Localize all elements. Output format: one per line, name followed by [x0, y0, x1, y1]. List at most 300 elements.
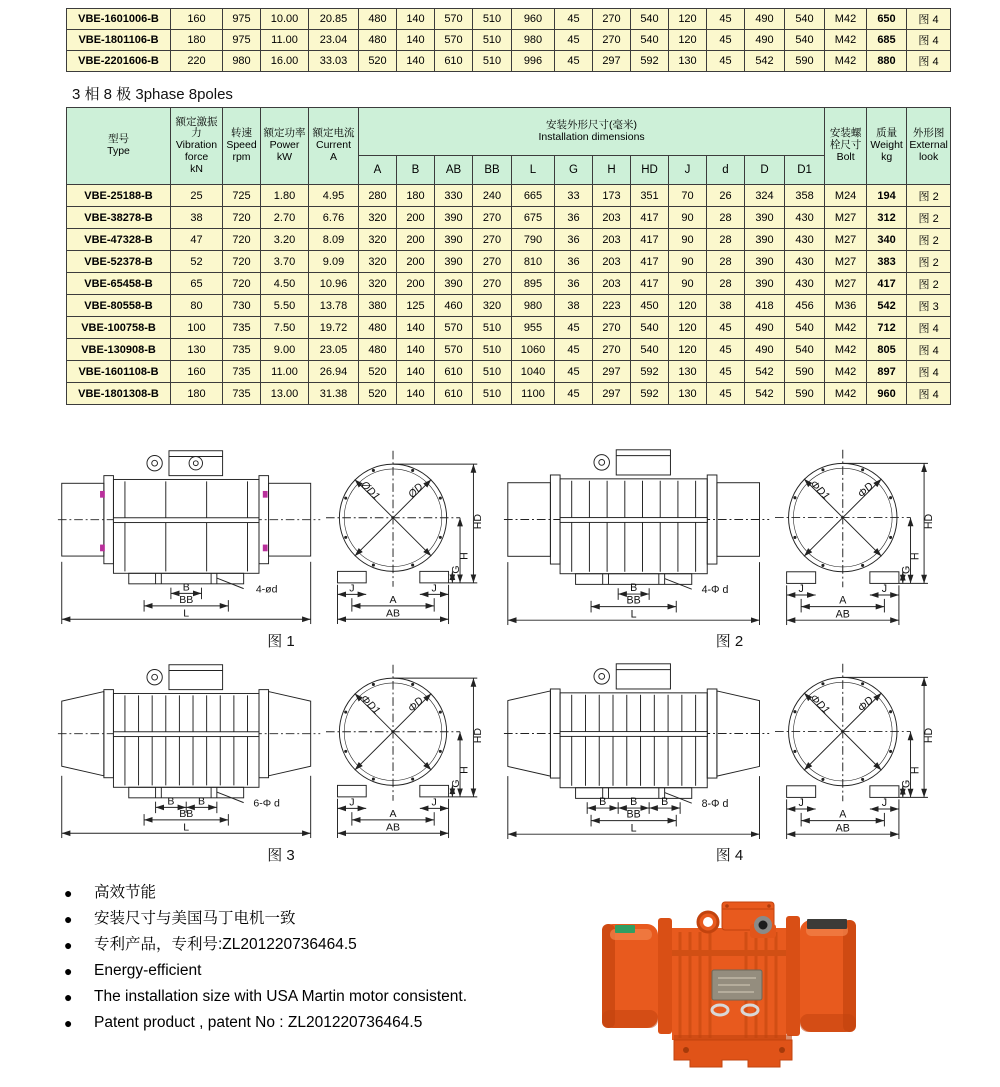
cell: 20.85 [309, 9, 359, 30]
header-en: External look [909, 139, 948, 163]
cell: 610 [435, 361, 473, 383]
cell: M42 [825, 383, 867, 405]
cell: 358 [785, 185, 825, 207]
svg-text:G: G [450, 565, 463, 574]
cell: 330 [435, 185, 473, 207]
cell: 270 [473, 273, 512, 295]
cell: 11.00 [261, 361, 309, 383]
figure-3-caption: 图 3 [267, 847, 295, 864]
cell: 140 [397, 51, 435, 72]
header-zh: 安装螺栓尺寸 [829, 127, 862, 152]
table-row [67, 207, 951, 229]
cell: 45 [707, 361, 745, 383]
cell: VBE-1801308-B [67, 383, 171, 405]
svg-text:BB: BB [179, 807, 194, 820]
cell: 540 [785, 339, 825, 361]
cell: 542 [745, 51, 785, 72]
svg-text:H: H [909, 552, 922, 561]
table-row [67, 339, 951, 361]
header-row-group [67, 108, 951, 156]
svg-text:H: H [458, 552, 471, 560]
cell: 13.00 [261, 383, 309, 405]
cell: 45 [707, 30, 745, 51]
figure-2-caption: 图 2 [715, 633, 744, 650]
cell: 45 [555, 51, 593, 72]
svg-text:HD: HD [472, 727, 485, 744]
cell: 456 [785, 295, 825, 317]
cell: 120 [669, 317, 707, 339]
header-unit: kg [881, 150, 893, 163]
cell: 430 [785, 273, 825, 295]
cell: 790 [512, 229, 555, 251]
col-header-speed [223, 108, 261, 185]
cell: 480 [359, 30, 397, 51]
cell: 897 [867, 361, 907, 383]
svg-text:G: G [900, 779, 913, 788]
cell: 712 [867, 317, 907, 339]
cell: 542 [745, 383, 785, 405]
cell: 28 [707, 273, 745, 295]
header-unit: kN [190, 162, 203, 175]
svg-text:ØD1: ØD1 [358, 478, 383, 503]
svg-text:ΦD: ΦD [405, 694, 426, 715]
cell: VBE-1601006-B [67, 9, 171, 30]
cell: 45 [707, 9, 745, 30]
cell: 4.95 [309, 185, 359, 207]
cell: 270 [593, 9, 631, 30]
cell: 120 [669, 9, 707, 30]
cell: 16.00 [261, 51, 309, 72]
svg-text:L: L [630, 822, 637, 835]
cell: 720 [223, 251, 261, 273]
product-photo [600, 892, 858, 1074]
cell: VBE-38278-B [67, 207, 171, 229]
svg-text:HD: HD [922, 727, 935, 744]
feature-item: ● 安装尺寸与美国马丁电机一致 [64, 910, 496, 929]
cell: 592 [631, 51, 669, 72]
cell: 665 [512, 185, 555, 207]
figure-1-drawing [56, 440, 506, 651]
cell: 390 [745, 273, 785, 295]
cell: 510 [473, 51, 512, 72]
cell: 460 [435, 295, 473, 317]
cell: M27 [825, 229, 867, 251]
svg-text:ΦD1: ΦD1 [807, 478, 832, 503]
cell: 140 [397, 9, 435, 30]
cell: 图 2 [907, 207, 951, 229]
cell: 390 [745, 251, 785, 273]
cell: 960 [512, 9, 555, 30]
cell: 320 [359, 207, 397, 229]
cell: 11.00 [261, 30, 309, 51]
cell: 100 [171, 317, 223, 339]
cell: 351 [631, 185, 669, 207]
cell: 203 [593, 273, 631, 295]
svg-text:A: A [839, 808, 847, 821]
cell: 140 [397, 339, 435, 361]
figure-1-caption: 图 1 [267, 633, 295, 650]
cell: 1040 [512, 361, 555, 383]
cell: 805 [867, 339, 907, 361]
svg-text:A: A [389, 807, 397, 820]
dim-col: D1 [785, 156, 825, 185]
section-title: 3 相 8 极 3phase 8poles [72, 86, 233, 103]
svg-text:L: L [630, 608, 637, 621]
feature-item: ● 高效节能 [64, 884, 496, 903]
cell: 203 [593, 207, 631, 229]
cell: 520 [359, 51, 397, 72]
cell: 540 [631, 30, 669, 51]
motor-outline-diagram [56, 440, 506, 630]
cell: 380 [359, 295, 397, 317]
col-header-external-look [907, 108, 951, 185]
cell: 592 [631, 383, 669, 405]
header-en: Speed [226, 139, 257, 152]
cell: 140 [397, 30, 435, 51]
cell: 270 [593, 339, 631, 361]
cell: 52 [171, 251, 223, 273]
svg-text:8-Φ d: 8-Φ d [701, 798, 729, 811]
feature-item: ● The installation size with USA Martin motor consistent. [64, 988, 496, 1007]
cell: 130 [669, 51, 707, 72]
cell: 720 [223, 229, 261, 251]
cell: 390 [435, 207, 473, 229]
cell: 510 [473, 361, 512, 383]
cell: 33.03 [309, 51, 359, 72]
svg-text:J: J [349, 796, 355, 809]
cell: 33 [555, 185, 593, 207]
cell: 25 [171, 185, 223, 207]
svg-text:G: G [450, 779, 463, 788]
cell: 图 4 [907, 361, 951, 383]
svg-text:AB: AB [386, 607, 401, 620]
header-zh: 安装外形尺寸(毫米) [546, 118, 638, 131]
cell: 610 [435, 51, 473, 72]
cell: 45 [707, 317, 745, 339]
header-en: Vibration force [175, 139, 218, 163]
svg-text:H: H [909, 766, 922, 775]
cell: 3.20 [261, 229, 309, 251]
cell: M36 [825, 295, 867, 317]
svg-text:6-Φ d: 6-Φ d [253, 797, 280, 810]
cell: 图 4 [907, 30, 951, 51]
cell: 540 [631, 339, 669, 361]
col-header-bolt [825, 108, 867, 185]
dim-col: A [359, 156, 397, 185]
svg-text:AB: AB [386, 821, 401, 834]
svg-text:B: B [630, 796, 638, 809]
cell: 490 [745, 317, 785, 339]
cell: 120 [669, 30, 707, 51]
header-en: Current [315, 139, 351, 152]
cell: 36 [555, 251, 593, 273]
col-header-current [309, 108, 359, 185]
cell: 270 [473, 207, 512, 229]
cell: 180 [171, 30, 223, 51]
cell: 312 [867, 207, 907, 229]
cell: 297 [593, 383, 631, 405]
cell: 3.70 [261, 251, 309, 273]
cell: M42 [825, 9, 867, 30]
cell: 980 [512, 30, 555, 51]
spec-table-continued [66, 8, 951, 72]
cell: 200 [397, 251, 435, 273]
cell: 417 [631, 251, 669, 273]
cell: M24 [825, 185, 867, 207]
cell: 28 [707, 229, 745, 251]
cell: 390 [435, 251, 473, 273]
cell: 图 2 [907, 185, 951, 207]
cell: 390 [435, 229, 473, 251]
cell: 45 [555, 339, 593, 361]
cell: 650 [867, 9, 907, 30]
svg-text:B: B [182, 581, 190, 594]
cell: 430 [785, 251, 825, 273]
cell: VBE-25188-B [67, 185, 171, 207]
cell: 45 [555, 30, 593, 51]
cell: 490 [745, 30, 785, 51]
cell: 130 [171, 339, 223, 361]
cell: 540 [631, 317, 669, 339]
cell: 570 [435, 30, 473, 51]
cell: M42 [825, 30, 867, 51]
svg-text:ΦD1: ΦD1 [358, 692, 383, 717]
cell: 38 [171, 207, 223, 229]
header-zh: 额定电流 [312, 127, 355, 140]
svg-text:J: J [881, 797, 888, 810]
cell: 280 [359, 185, 397, 207]
cell: 570 [435, 339, 473, 361]
cell: M27 [825, 251, 867, 273]
svg-text:J: J [798, 583, 804, 596]
header-zh: 外形图 [912, 127, 945, 140]
cell: 1.80 [261, 185, 309, 207]
figure-2-drawing [502, 440, 957, 651]
cell: 320 [473, 295, 512, 317]
svg-text:L: L [183, 821, 190, 834]
cell: 45 [707, 383, 745, 405]
cell: 5.50 [261, 295, 309, 317]
svg-text:ØD: ØD [405, 480, 426, 501]
cell: 90 [669, 207, 707, 229]
cell: 160 [171, 9, 223, 30]
cell: 140 [397, 361, 435, 383]
cell: 730 [223, 295, 261, 317]
cell: 70 [669, 185, 707, 207]
header-unit: kW [276, 150, 293, 163]
svg-text:J: J [349, 582, 355, 595]
cell: 542 [745, 361, 785, 383]
cell: 38 [707, 295, 745, 317]
svg-text:AB: AB [835, 822, 850, 835]
cell: 520 [359, 361, 397, 383]
cell: 90 [669, 229, 707, 251]
col-header-force [171, 108, 223, 185]
cell: 36 [555, 207, 593, 229]
cell: 590 [785, 361, 825, 383]
cell: 675 [512, 207, 555, 229]
cell: 540 [785, 30, 825, 51]
cell: 125 [397, 295, 435, 317]
cell: 173 [593, 185, 631, 207]
cell: 320 [359, 251, 397, 273]
table-row [67, 51, 951, 72]
cell: 9.09 [309, 251, 359, 273]
cell: 200 [397, 229, 435, 251]
cell: 417 [631, 229, 669, 251]
cell: 880 [867, 51, 907, 72]
svg-text:J: J [881, 583, 888, 596]
col-header-type [67, 108, 171, 185]
cell: 38 [555, 295, 593, 317]
cell: 975 [223, 30, 261, 51]
cell: 36 [555, 229, 593, 251]
cell: M27 [825, 207, 867, 229]
svg-text:AB: AB [835, 608, 850, 621]
svg-text:BB: BB [626, 808, 641, 821]
cell: 735 [223, 339, 261, 361]
cell: 47 [171, 229, 223, 251]
cell: 图 4 [907, 9, 951, 30]
cell: 720 [223, 273, 261, 295]
cell: 180 [171, 383, 223, 405]
cell: 200 [397, 207, 435, 229]
table-row [67, 30, 951, 51]
cell: 80 [171, 295, 223, 317]
cell: 417 [631, 273, 669, 295]
cell: 685 [867, 30, 907, 51]
svg-text:H: H [458, 766, 471, 774]
table-row [67, 317, 951, 339]
svg-text:HD: HD [922, 513, 935, 530]
dim-col: G [555, 156, 593, 185]
cell: 418 [745, 295, 785, 317]
cell: 570 [435, 9, 473, 30]
table-row [67, 295, 951, 317]
table-row [67, 185, 951, 207]
cell: 540 [785, 317, 825, 339]
cell: 45 [555, 317, 593, 339]
cell: 735 [223, 361, 261, 383]
cell: 270 [473, 229, 512, 251]
cell: 23.04 [309, 30, 359, 51]
header-unit: A [329, 150, 337, 163]
cell: 480 [359, 339, 397, 361]
cell: 图 2 [907, 229, 951, 251]
cell: 140 [397, 317, 435, 339]
cell: 810 [512, 251, 555, 273]
cell: 450 [631, 295, 669, 317]
cell: 590 [785, 51, 825, 72]
cell: 960 [867, 383, 907, 405]
cell: 510 [473, 30, 512, 51]
cell: 540 [631, 9, 669, 30]
cell: 26.94 [309, 361, 359, 383]
cell: 200 [397, 273, 435, 295]
cell: 240 [473, 185, 512, 207]
cell: 390 [745, 207, 785, 229]
cell: 45 [707, 339, 745, 361]
table-row [67, 273, 951, 295]
header-en: Type [107, 145, 130, 157]
cell: 735 [223, 383, 261, 405]
cell: 120 [669, 295, 707, 317]
svg-text:HD: HD [472, 513, 485, 530]
cell: 160 [171, 361, 223, 383]
feature-item: ● Patent product , patent No : ZL201220736464.5 [64, 1014, 496, 1033]
cell: 590 [785, 383, 825, 405]
cell: VBE-2201606-B [67, 51, 171, 72]
col-header-power [261, 108, 309, 185]
svg-text:B: B [630, 582, 638, 595]
cell: 图 2 [907, 273, 951, 295]
cell: 270 [593, 317, 631, 339]
cell: 975 [223, 9, 261, 30]
figure-4-caption: 图 4 [715, 847, 744, 864]
cell: 340 [867, 229, 907, 251]
svg-text:4-Φ d: 4-Φ d [701, 584, 729, 597]
table-row [67, 229, 951, 251]
dim-col: HD [631, 156, 669, 185]
cell: VBE-52378-B [67, 251, 171, 273]
svg-text:B: B [599, 796, 607, 809]
cell: M42 [825, 317, 867, 339]
svg-text:ΦD: ΦD [855, 480, 876, 501]
cell: 417 [867, 273, 907, 295]
header-en: Bolt [836, 150, 855, 163]
cell: 90 [669, 251, 707, 273]
cell: 1060 [512, 339, 555, 361]
svg-text:ΦD1: ΦD1 [807, 692, 832, 717]
table-row [67, 9, 951, 30]
cell: 180 [397, 185, 435, 207]
cell: 895 [512, 273, 555, 295]
cell: 725 [223, 185, 261, 207]
cell: 图 4 [907, 339, 951, 361]
table-row [67, 251, 951, 273]
cell: 270 [473, 251, 512, 273]
cell: 490 [745, 9, 785, 30]
cell: 2.70 [261, 207, 309, 229]
cell: 430 [785, 207, 825, 229]
cell: 130 [669, 383, 707, 405]
cell: 1100 [512, 383, 555, 405]
dim-col: B [397, 156, 435, 185]
svg-text:J: J [798, 797, 804, 810]
cell: 图 4 [907, 51, 951, 72]
cell: 610 [435, 383, 473, 405]
cell: VBE-1601108-B [67, 361, 171, 383]
cell: 390 [745, 229, 785, 251]
cell: 203 [593, 251, 631, 273]
dim-col: L [512, 156, 555, 185]
svg-text:BB: BB [626, 594, 641, 607]
cell: 383 [867, 251, 907, 273]
cell: 430 [785, 229, 825, 251]
cell: 10.96 [309, 273, 359, 295]
cell: 480 [359, 317, 397, 339]
cell: 23.05 [309, 339, 359, 361]
cell: 31.38 [309, 383, 359, 405]
cell: 570 [435, 317, 473, 339]
header-en: Power [269, 139, 300, 152]
cell: 90 [669, 273, 707, 295]
cell: 6.76 [309, 207, 359, 229]
figure-3-drawing [56, 654, 506, 865]
cell: 120 [669, 339, 707, 361]
col-header-installation-dimensions [359, 108, 825, 156]
feature-item: ● 专利产品，专利号:ZL201220736464.5 [64, 936, 496, 955]
